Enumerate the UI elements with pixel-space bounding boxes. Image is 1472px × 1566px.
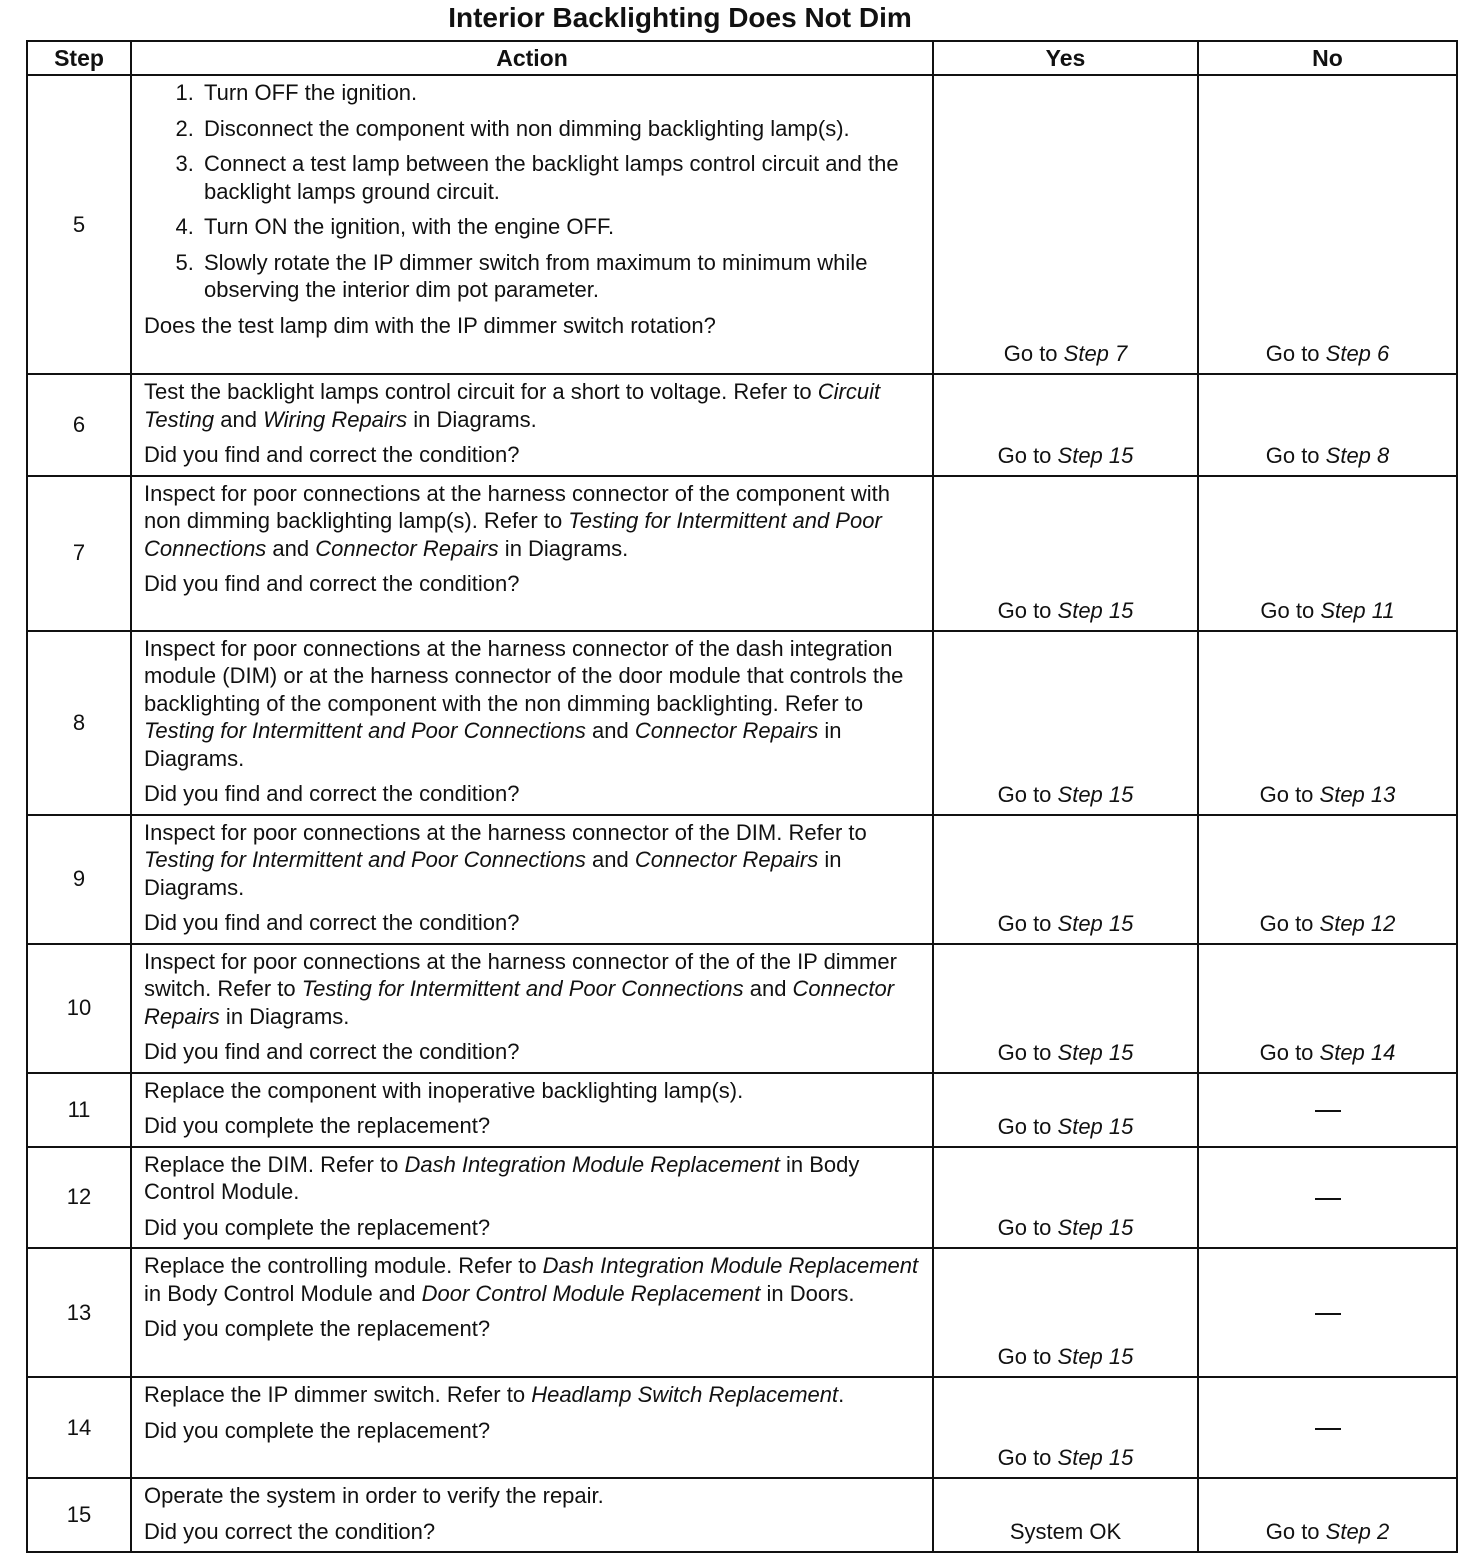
table-row <box>27 1147 1457 1249</box>
instruction-text: and <box>585 847 635 872</box>
no-outcome-step-link[interactable]: Step 2 <box>1325 1519 1390 1544</box>
step-number: 12 <box>27 1147 131 1249</box>
no-outcome <box>1198 75 1457 374</box>
action-cell <box>131 1248 933 1377</box>
table-header-row <box>27 41 1457 75</box>
action-cell <box>131 1377 933 1478</box>
no-outcome <box>1198 374 1457 476</box>
step-number: 14 <box>27 1377 131 1478</box>
action-instruction <box>144 378 922 433</box>
action-question: Did you find and correct the condition? <box>144 442 520 467</box>
action-question: Did you find and correct the condition? <box>144 1039 520 1064</box>
step-number: 7 <box>27 476 131 631</box>
no-outcome-text: Go to <box>1259 781 1320 807</box>
step-number: 8 <box>27 631 131 815</box>
substep-item: 5. Slowly rotate the IP dimmer switch from maximum to minimum while observing the interior dim pot parameter. <box>200 249 922 304</box>
instruction-text: Inspect for poor connections at the harness connector of the DIM. Refer to <box>144 819 867 845</box>
yes-outcome <box>933 1478 1198 1552</box>
yes-outcome-text: Go to <box>997 781 1058 807</box>
no-outcome-text: Go to <box>1259 910 1320 936</box>
instruction-text: Test the backlight lamps control circuit for a short to voltage. Refer to <box>144 379 818 404</box>
table-row <box>27 631 1457 815</box>
action-cell <box>131 1478 933 1552</box>
reference-link[interactable]: Dash Integration Module Replacement <box>542 1253 919 1278</box>
no-outcome-text: Go to <box>1265 1519 1326 1544</box>
instruction-text: . <box>838 1382 845 1407</box>
reference-link[interactable]: Connector Repairs <box>144 976 895 1029</box>
no-outcome-step-link[interactable]: Step 6 <box>1325 341 1390 366</box>
step-number: 5 <box>27 75 131 374</box>
action-question: Did you correct the condition? <box>144 1518 436 1544</box>
yes-outcome-step-link[interactable]: Step 15 <box>1057 1113 1134 1139</box>
no-outcome-step-link[interactable]: Step 12 <box>1319 910 1396 936</box>
instruction-text: Inspect for poor connections at the harness connector of the dash integration module (DIM) or at the harness connector of the door module that controls the backlighting of the component with the non dimming backlighting. Refer to <box>144 635 904 716</box>
yes-outcome-step-link[interactable]: Step 15 <box>1057 1344 1134 1369</box>
instruction-text: Replace the IP dimmer switch. Refer to <box>144 1382 532 1407</box>
reference-link[interactable]: Circuit Testing <box>144 379 881 432</box>
action-cell <box>131 476 933 631</box>
no-outcome-step-link[interactable]: Step 13 <box>1319 781 1396 807</box>
instruction-text: and <box>585 718 635 743</box>
instruction-text: and <box>743 976 793 1001</box>
reference-link[interactable]: Dash Integration Module Replacement <box>404 1151 780 1177</box>
yes-outcome-text: Go to <box>997 1113 1058 1139</box>
no-outcome-step-link[interactable]: Step 11 <box>1320 597 1395 623</box>
reference-link[interactable]: Connector Repairs <box>634 847 819 872</box>
yes-outcome-text: Go to <box>997 1445 1058 1470</box>
reference-link[interactable]: Testing for Intermittent and Poor Connections <box>144 847 586 872</box>
no-outcome-text: Go to <box>1259 1039 1320 1065</box>
action-cell <box>131 944 933 1073</box>
yes-outcome-step-link[interactable]: Step 7 <box>1063 341 1128 366</box>
step-number: 13 <box>27 1248 131 1377</box>
instruction-text: in Body Control Module. <box>144 1151 860 1204</box>
action-instruction <box>144 1077 922 1105</box>
not-applicable-dash <box>1315 1110 1341 1112</box>
yes-outcome-step-link[interactable]: Step 15 <box>1057 910 1134 936</box>
instruction-text: in Diagrams. <box>407 406 537 432</box>
action-cell <box>131 631 933 815</box>
yes-outcome <box>933 631 1198 815</box>
yes-outcome-step-link[interactable]: Step 15 <box>1057 442 1134 468</box>
table-row <box>27 374 1457 476</box>
header-step: Step <box>27 41 131 75</box>
table-row <box>27 1377 1457 1478</box>
action-cell <box>131 374 933 476</box>
action-cell <box>131 815 933 944</box>
not-applicable-dash <box>1315 1313 1341 1315</box>
reference-link[interactable]: Testing for Intermittent and Poor Connections <box>144 508 882 561</box>
no-outcome <box>1198 631 1457 815</box>
substep-item: 2. Disconnect the component with non dimming backlighting lamp(s). <box>200 115 922 143</box>
step-number: 15 <box>27 1478 131 1552</box>
action-question: Did you complete the replacement? <box>144 1316 491 1341</box>
yes-outcome-text: Go to <box>997 597 1058 623</box>
yes-outcome <box>933 75 1198 374</box>
yes-outcome <box>933 944 1198 1073</box>
substep-list <box>144 79 922 304</box>
no-outcome <box>1198 1248 1457 1377</box>
substep-item: 4. Turn ON the ignition, with the engine OFF. <box>200 213 922 241</box>
instruction-text: in Doors. <box>760 1280 855 1306</box>
table-row <box>27 944 1457 1073</box>
no-outcome-text: Go to <box>1265 341 1326 366</box>
reference-link[interactable]: Connector Repairs <box>634 718 819 743</box>
reference-link[interactable]: Door Control Module Replacement <box>421 1280 761 1306</box>
header-no: No <box>1198 41 1457 75</box>
yes-outcome-step-link[interactable]: Step 15 <box>1057 597 1134 623</box>
page-title: Interior Backlighting Does Not Dim <box>448 2 912 33</box>
no-outcome <box>1198 476 1457 631</box>
action-instruction <box>144 1381 922 1409</box>
reference-link[interactable]: Testing for Intermittent and Poor Connections <box>301 976 744 1001</box>
yes-outcome-step-link[interactable]: Step 15 <box>1057 1215 1134 1240</box>
action-instruction <box>144 1252 922 1307</box>
not-applicable-dash <box>1315 1428 1341 1430</box>
instruction-text: in Diagrams. <box>219 1003 350 1029</box>
reference-link[interactable]: Connector Repairs <box>315 535 499 561</box>
reference-link[interactable]: Testing for Intermittent and Poor Connections <box>144 718 586 743</box>
action-cell <box>131 75 933 374</box>
instruction-text: in Diagrams. <box>144 718 842 771</box>
no-outcome <box>1198 944 1457 1073</box>
yes-outcome-text: System OK <box>1009 1519 1122 1544</box>
no-outcome-text: Go to <box>1265 442 1326 468</box>
no-outcome-step-link[interactable]: Step 8 <box>1325 442 1390 468</box>
no-outcome <box>1198 1478 1457 1552</box>
reference-link[interactable]: Wiring Repairs <box>263 406 408 432</box>
step-number: 11 <box>27 1073 131 1147</box>
yes-outcome <box>933 374 1198 476</box>
action-instruction <box>144 948 922 1031</box>
yes-outcome <box>933 1377 1198 1478</box>
instruction-text: Operate the system in order to verify the repair. <box>144 1483 604 1508</box>
yes-outcome-text: Go to <box>1003 341 1064 366</box>
table-row <box>27 1248 1457 1377</box>
table-row <box>27 815 1457 944</box>
instruction-text: and <box>214 406 264 432</box>
no-outcome <box>1198 1073 1457 1147</box>
yes-outcome <box>933 1073 1198 1147</box>
action-question: Did you complete the replacement? <box>144 1113 491 1138</box>
no-outcome <box>1198 1147 1457 1249</box>
instruction-text: Replace the DIM. Refer to <box>144 1151 405 1177</box>
header-action: Action <box>131 41 933 75</box>
action-instruction <box>144 1482 922 1510</box>
action-instruction <box>144 635 922 773</box>
action-instruction <box>144 819 922 902</box>
substep-item: 1. Turn OFF the ignition. <box>200 79 922 107</box>
no-outcome-step-link[interactable]: Step 14 <box>1319 1039 1396 1065</box>
yes-outcome-text: Go to <box>997 1039 1058 1065</box>
instruction-text: Inspect for poor connections at the harness connector of the of the IP dimmer switch. Refer to <box>144 948 897 1001</box>
header-yes: Yes <box>933 41 1198 75</box>
step-number: 10 <box>27 944 131 1073</box>
yes-outcome-step-link[interactable]: Step 15 <box>1057 1445 1134 1470</box>
action-instruction <box>144 480 922 563</box>
not-applicable-dash <box>1315 1198 1341 1200</box>
step-number: 6 <box>27 374 131 476</box>
yes-outcome-text: Go to <box>997 442 1058 468</box>
action-question: Did you complete the replacement? <box>144 1417 491 1443</box>
instruction-text: in Diagrams. <box>498 535 629 561</box>
yes-outcome-text: Go to <box>997 910 1058 936</box>
table-row <box>27 1073 1457 1147</box>
table-row <box>27 1478 1457 1552</box>
action-question: Did you complete the replacement? <box>144 1214 491 1240</box>
instruction-text: in Diagrams. <box>144 847 842 900</box>
action-question: Did you find and correct the condition? <box>144 910 520 935</box>
instruction-text: Replace the controlling module. Refer to <box>144 1253 543 1278</box>
yes-outcome-step-link[interactable]: Step 15 <box>1057 781 1134 807</box>
action-question: Does the test lamp dim with the IP dimmer switch rotation? <box>144 312 716 338</box>
action-question: Did you find and correct the condition? <box>144 571 520 596</box>
no-outcome <box>1198 1377 1457 1478</box>
diagnostic-table <box>26 40 1458 1553</box>
instruction-text: Replace the component with inoperative backlighting lamp(s). <box>144 1077 744 1103</box>
yes-outcome <box>933 815 1198 944</box>
yes-outcome-text: Go to <box>997 1215 1058 1240</box>
action-instruction <box>144 1151 922 1206</box>
action-cell <box>131 1147 933 1249</box>
action-cell <box>131 1073 933 1147</box>
reference-link[interactable]: Headlamp Switch Replacement <box>531 1382 839 1407</box>
instruction-text: Inspect for poor connections at the harness connector of the component with non dimming backlighting lamp(s). Refer to <box>144 480 891 533</box>
action-question: Did you find and correct the condition? <box>144 781 520 806</box>
step-number: 9 <box>27 815 131 944</box>
yes-outcome-text: Go to <box>997 1344 1058 1369</box>
instruction-text: in Body Control Module and <box>144 1280 422 1306</box>
yes-outcome <box>933 1147 1198 1249</box>
no-outcome <box>1198 815 1457 944</box>
table-row <box>27 75 1457 374</box>
yes-outcome <box>933 1248 1198 1377</box>
no-outcome-text: Go to <box>1260 597 1321 623</box>
table-body <box>27 75 1457 1552</box>
substep-item: 3. Connect a test lamp between the backlight lamps control circuit and the backlight lamps ground circuit. <box>200 150 922 205</box>
yes-outcome-step-link[interactable]: Step 15 <box>1057 1039 1134 1065</box>
yes-outcome <box>933 476 1198 631</box>
instruction-text: and <box>266 535 316 561</box>
table-row <box>27 476 1457 631</box>
